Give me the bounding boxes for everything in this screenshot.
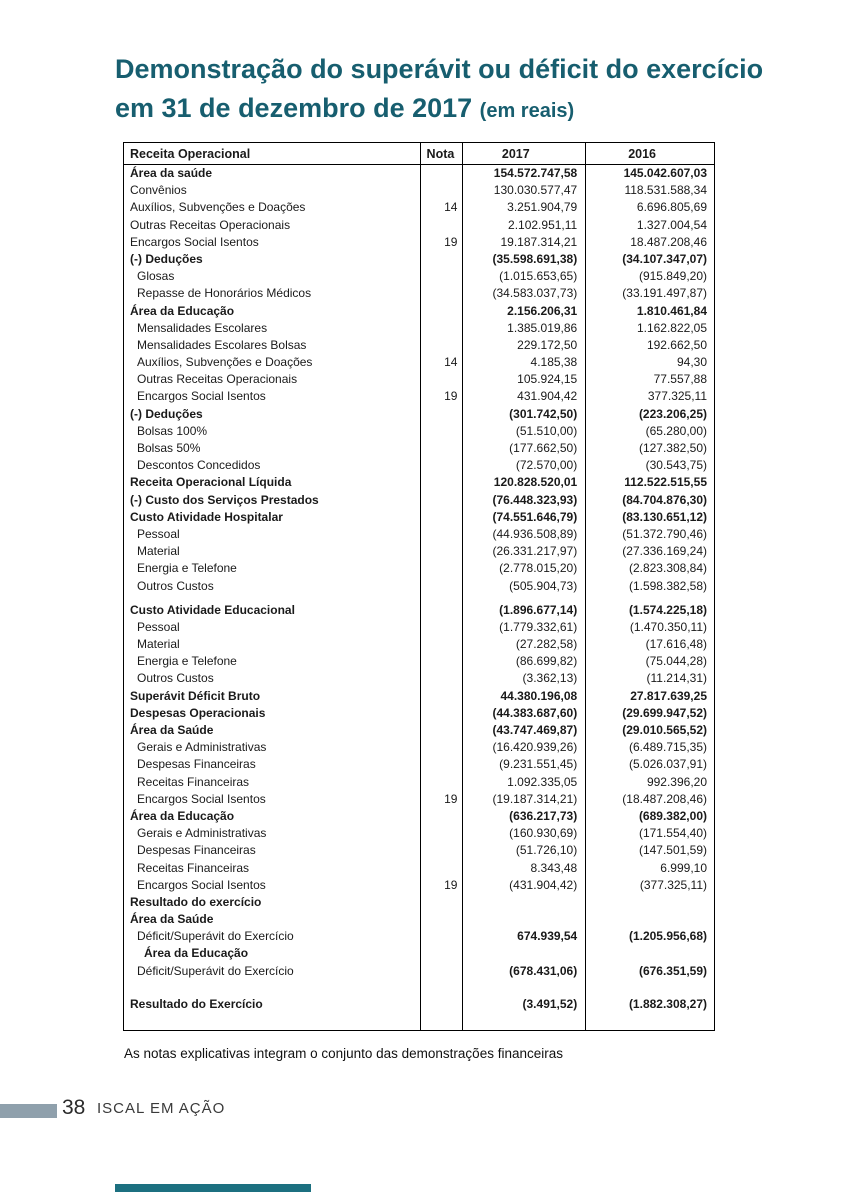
row-value-2017: (177.662,50) <box>509 441 578 455</box>
row-value-2016: (51.372.790,46) <box>622 526 708 541</box>
row-value-2016: (11.214,31) <box>646 671 708 686</box>
table-row <box>124 928 714 945</box>
table-row <box>124 509 714 526</box>
row-label: Receita Operacional Líquida <box>130 475 292 490</box>
table-row <box>124 423 714 440</box>
table-row <box>124 578 714 595</box>
row-label: Custo Atividade Hospitalar <box>130 509 283 524</box>
row-value-2017: 674.939,54 <box>517 929 578 944</box>
row-value-2017: (3.491,52) <box>522 996 578 1011</box>
header-2016: 2016 <box>628 146 656 161</box>
row-value-2016: (377.325,11) <box>639 877 708 892</box>
row-value-2016: (676.351,59) <box>638 963 708 978</box>
table-row <box>124 774 714 791</box>
row-value-2017: (43.747.469,87) <box>492 723 578 737</box>
table-row <box>124 303 714 320</box>
table-row <box>124 492 714 509</box>
row-value-2016: (1.205.956,68) <box>628 929 708 944</box>
table-row <box>124 457 714 474</box>
row-value-2017: (86.699,82) <box>515 654 578 669</box>
row-label: Área da Saúde <box>130 912 214 927</box>
table-row <box>124 963 714 980</box>
table-row <box>124 636 714 653</box>
row-value-2016: (223.206,25) <box>638 406 707 421</box>
header-receita-operacional: Receita Operacional <box>130 146 251 161</box>
row-value-2017: 1.385.019,86 <box>507 320 578 335</box>
row-label: Energia e Telefone <box>137 654 237 669</box>
table-row <box>124 894 714 911</box>
row-value-2016: 1.162.822,05 <box>636 320 708 335</box>
table-row <box>124 440 714 457</box>
row-value-2016: 77.557,88 <box>653 372 708 387</box>
row-label: Encargos Social Isentos <box>137 877 266 892</box>
row-value-2017: (2.778.015,20) <box>499 561 578 576</box>
row-label: Descontos Concedidos <box>137 458 261 473</box>
row-label: Custo Atividade Educacional <box>130 602 295 617</box>
row-value-2017: (1.015.653,65) <box>499 269 578 284</box>
table-row <box>124 739 714 756</box>
row-value-2017: (72.570,00) <box>515 458 578 473</box>
row-label: Energia e Telefone <box>137 561 237 576</box>
row-label: Encargos Social Isentos <box>130 234 259 249</box>
table-row <box>124 842 714 859</box>
table-row <box>124 182 714 199</box>
table-spacer-row <box>124 595 714 602</box>
row-label: Déficit/Superávit do Exercício <box>137 929 294 944</box>
table-row <box>124 756 714 773</box>
page-title-line1: Demonstração do superávit ou déficit do exercício <box>115 54 764 84</box>
row-label: Área da Educação <box>130 808 235 823</box>
row-label: Gerais e Administrativas <box>137 740 267 755</box>
table-row <box>124 877 714 894</box>
row-value-2016: (34.107.347,07) <box>622 251 707 266</box>
row-value-2017: 1.092.335,05 <box>507 774 578 789</box>
table-row <box>124 285 714 302</box>
row-value-2017: (34.583.037,73) <box>492 286 578 301</box>
row-value-2016: (6.489.715,35) <box>628 740 708 755</box>
row-value-2016: (1.598.382,58) <box>628 578 708 593</box>
table-row <box>124 705 714 722</box>
table-spacer-row <box>124 980 714 996</box>
row-label: Resultado do exercício <box>130 894 262 909</box>
row-label: Auxílios, Subvenções e Doações <box>130 200 306 215</box>
row-value-2017: 120.828.520,01 <box>493 475 578 490</box>
magazine-title: ISCAL EM AÇÃO <box>97 1100 226 1117</box>
footer-accent-bar <box>0 1104 57 1118</box>
row-label: (-) Deduções <box>130 251 203 266</box>
row-label: Outras Receitas Operacionais <box>137 372 298 387</box>
table-row <box>124 860 714 877</box>
row-value-2016: (30.543,75) <box>645 458 708 473</box>
row-value-2016: 1.327.004,54 <box>636 217 707 232</box>
row-label: Receitas Financeiras <box>137 860 250 875</box>
row-nota: 19 <box>444 234 458 249</box>
row-value-2016: 118.531.588,34 <box>624 183 707 198</box>
row-value-2016: (83.130.651,12) <box>622 509 707 524</box>
table-row <box>124 217 714 234</box>
table-body <box>124 165 714 1013</box>
row-value-2017: 431.904,42 <box>517 389 578 404</box>
table-header-row <box>124 143 714 165</box>
table-row <box>124 371 714 388</box>
table-row <box>124 670 714 687</box>
row-label: Encargos Social Isentos <box>137 791 266 806</box>
row-label: Resultado do Exercício <box>130 996 263 1011</box>
row-label: Glosas <box>137 269 175 284</box>
row-value-2016: (75.044,28) <box>645 654 708 669</box>
row-value-2017: (431.904,42) <box>509 877 578 892</box>
row-value-2016: (1.882.308,27) <box>628 996 707 1011</box>
row-value-2016: (2.823.308,84) <box>628 561 708 576</box>
row-value-2016: (17.616,48) <box>645 637 708 652</box>
row-value-2016: 6.696.805,69 <box>636 200 707 215</box>
row-value-2017: (51.726,10) <box>515 843 578 858</box>
row-label: Outras Receitas Operacionais <box>130 217 291 232</box>
table-row <box>124 688 714 705</box>
row-nota: 14 <box>444 200 458 215</box>
row-value-2017: (301.742,50) <box>509 406 578 421</box>
row-label: (-) Deduções <box>130 406 203 421</box>
row-value-2017: 105.924,15 <box>517 372 578 387</box>
table-row <box>124 791 714 808</box>
row-nota: 14 <box>444 355 458 370</box>
column-divider <box>585 143 586 1030</box>
row-label: Gerais e Administrativas <box>137 826 267 841</box>
row-value-2016: 1.810.461,84 <box>636 303 707 318</box>
row-value-2016: (33.191.497,87) <box>622 286 708 301</box>
row-value-2016: (127.382,50) <box>638 441 708 455</box>
row-value-2017: 130.030.577,47 <box>493 183 578 198</box>
row-nota: 19 <box>444 389 458 404</box>
row-value-2017: (74.551.646,79) <box>492 509 578 524</box>
table-row <box>124 619 714 636</box>
page-title-suffix: (em reais) <box>479 100 575 122</box>
table-row <box>124 354 714 371</box>
table-row <box>124 911 714 928</box>
table-row <box>124 251 714 268</box>
row-label: Mensalidades Escolares <box>137 320 268 335</box>
row-value-2017: (9.231.551,45) <box>499 757 578 772</box>
row-value-2016: 27.817.639,25 <box>630 688 707 703</box>
row-label: Mensalidades Escolares Bolsas <box>137 337 307 352</box>
column-divider <box>462 143 463 1030</box>
row-value-2016: (689.382,00) <box>638 808 707 823</box>
row-value-2016: (915.849,20) <box>638 269 708 284</box>
table-row <box>124 825 714 842</box>
row-label: Despesas Financeiras <box>137 843 256 858</box>
row-value-2017: 8.343,48 <box>530 860 578 875</box>
row-value-2017: (16.420.939,26) <box>492 740 578 755</box>
row-label: Área da Educação <box>144 946 249 961</box>
row-value-2016: (18.487.208,46) <box>622 791 708 806</box>
row-value-2017: 19.187.314,21 <box>500 234 578 249</box>
row-value-2017: (678.431,06) <box>509 963 578 978</box>
row-value-2016: (29.699.947,52) <box>622 705 707 720</box>
row-value-2016: 992.396,20 <box>646 774 708 789</box>
row-value-2017: 2.156.206,31 <box>507 303 578 318</box>
table-row <box>124 526 714 543</box>
table-row <box>124 165 714 182</box>
row-value-2017: 154.572.747,58 <box>493 166 578 180</box>
table-row <box>124 388 714 405</box>
row-value-2017: (44.936.508,89) <box>492 526 578 541</box>
row-label: Despesas Operacionais <box>130 705 266 720</box>
row-label: Déficit/Superávit do Exercício <box>137 963 294 978</box>
row-value-2016: (1.470.350,11) <box>629 619 708 634</box>
row-label: Bolsas 50% <box>137 441 201 455</box>
table-row <box>124 199 714 216</box>
row-nota: 19 <box>444 791 458 806</box>
row-value-2016: 377.325,11 <box>647 389 708 404</box>
row-label: Repasse de Honorários Médicos <box>137 286 312 301</box>
table-row <box>124 268 714 285</box>
table-row <box>124 560 714 577</box>
row-value-2017: (1.779.332,61) <box>499 619 578 634</box>
row-value-2016: (65.280,00) <box>645 423 708 438</box>
table-row <box>124 945 714 962</box>
row-value-2017: 44.380.196,08 <box>500 688 578 703</box>
row-value-2017: (51.510,00) <box>515 423 578 438</box>
row-value-2016: (147.501,59) <box>638 843 708 858</box>
row-value-2016: (27.336.169,24) <box>622 544 708 559</box>
financial-statement-table <box>123 142 715 1031</box>
page-title <box>115 50 775 131</box>
row-value-2017: (636.217,73) <box>509 808 578 823</box>
row-value-2017: 4.185,38 <box>530 355 578 370</box>
row-value-2017: (44.383.687,60) <box>492 705 578 720</box>
row-label: Auxílios, Subvenções e Doações <box>137 355 313 370</box>
page-title-line2: em 31 de dezembro de 2017 <box>115 93 480 123</box>
row-value-2016: 112.522.515,55 <box>624 475 707 490</box>
row-value-2017: (35.598.691,38) <box>492 251 578 266</box>
table-row <box>124 722 714 739</box>
table-row <box>124 474 714 491</box>
footnote: As notas explicativas integram o conjunto das demonstrações financeiras <box>124 1046 563 1061</box>
table-row <box>124 996 714 1013</box>
table-row <box>124 337 714 354</box>
table-row <box>124 543 714 560</box>
row-value-2017: 3.251.904,79 <box>507 200 578 215</box>
row-value-2016: 192.662,50 <box>646 337 708 352</box>
row-label: Material <box>137 637 180 652</box>
table-row <box>124 406 714 423</box>
row-value-2016: (5.026.037,91) <box>628 757 708 772</box>
row-label: Material <box>137 544 180 559</box>
row-value-2016: (171.554,40) <box>638 826 708 841</box>
row-value-2017: (3.362,13) <box>522 671 578 686</box>
row-value-2016: (84.704.876,30) <box>622 492 707 507</box>
page-number: 38 <box>62 1096 86 1119</box>
row-label: Outros Custos <box>137 578 214 593</box>
header-2017: 2017 <box>501 146 530 161</box>
column-divider <box>420 143 421 1030</box>
row-value-2017: (27.282,58) <box>515 637 578 652</box>
row-value-2017: (26.331.217,97) <box>492 544 578 559</box>
row-label: Despesas Financeiras <box>137 757 256 772</box>
row-value-2017: (19.187.314,21) <box>492 791 578 806</box>
row-nota: 19 <box>444 877 458 892</box>
row-label: Bolsas 100% <box>137 423 208 438</box>
row-label: Superávit Déficit Bruto <box>130 688 261 703</box>
row-value-2016: 6.999,10 <box>660 860 708 875</box>
row-label: Pessoal <box>137 526 180 541</box>
row-value-2016: 145.042.607,03 <box>623 166 707 180</box>
table-row <box>124 234 714 251</box>
row-value-2016: (29.010.565,52) <box>622 723 707 737</box>
row-label: (-) Custo dos Serviços Prestados <box>130 492 319 507</box>
row-label: Outros Custos <box>137 671 214 686</box>
table-row <box>124 653 714 670</box>
row-value-2017: (76.448.323,93) <box>492 492 578 507</box>
row-value-2016: 94,30 <box>676 355 708 370</box>
row-label: Área da Saúde <box>130 723 214 737</box>
row-value-2017: (505.904,73) <box>509 578 578 593</box>
row-label: Convênios <box>130 183 187 198</box>
row-label: Área da saúde <box>130 166 213 180</box>
header-nota: Nota <box>426 146 455 161</box>
table-row <box>124 320 714 337</box>
row-label: Encargos Social Isentos <box>137 389 266 404</box>
row-value-2017: (160.930,69) <box>509 826 578 841</box>
row-value-2016: (1.574.225,18) <box>628 602 707 617</box>
row-label: Receitas Financeiras <box>137 774 250 789</box>
row-value-2016: 18.487.208,46 <box>630 234 707 249</box>
table-row <box>124 808 714 825</box>
row-value-2017: 2.102.951,11 <box>508 217 578 232</box>
row-value-2017: 229.172,50 <box>517 337 578 352</box>
table-row <box>124 602 714 619</box>
bottom-teal-bar <box>115 1184 311 1192</box>
row-label: Pessoal <box>137 619 180 634</box>
row-value-2017: (1.896.677,14) <box>499 602 578 617</box>
row-label: Área da Educação <box>130 303 235 318</box>
